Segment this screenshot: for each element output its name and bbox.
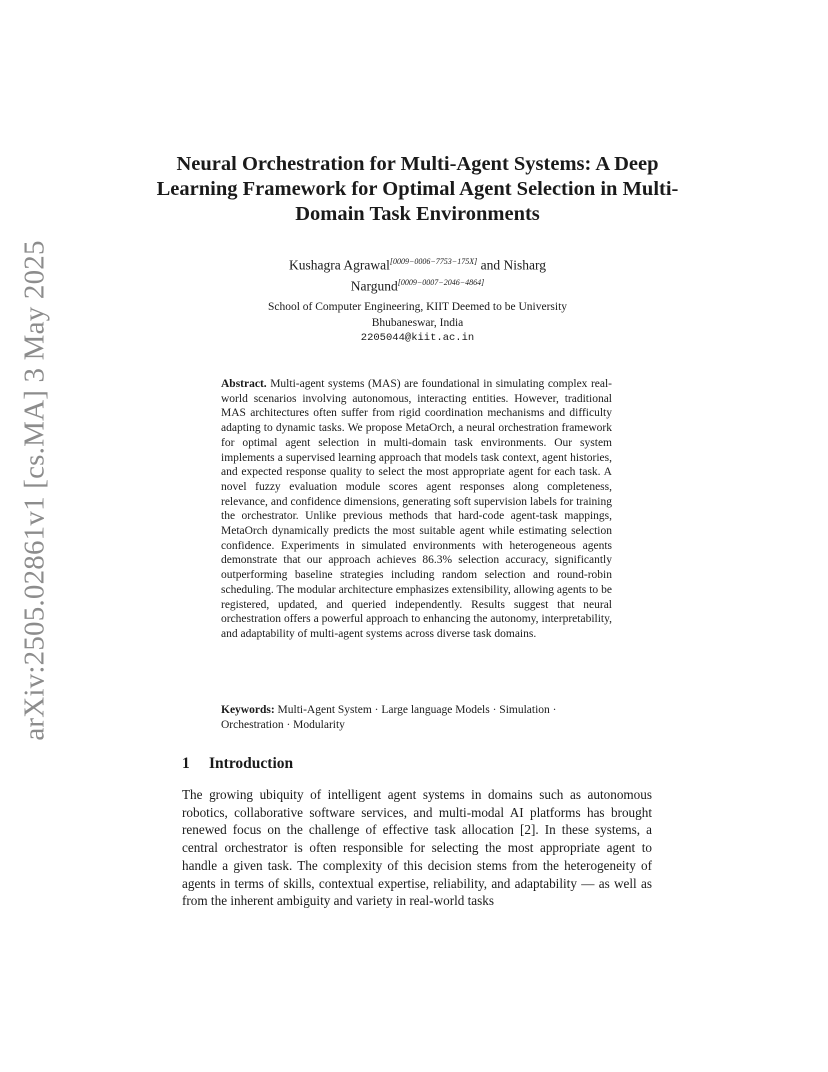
affiliation-block: [200, 300, 635, 347]
arxiv-identifier-stamp: [14, 239, 56, 741]
keywords-label: Keywords:: [221, 704, 278, 716]
author-email[interactable]: 2205044@kiit.ac.in: [360, 332, 475, 344]
author2-name: Nargund: [350, 278, 398, 293]
abstract-label: Abstract.: [221, 378, 271, 390]
paper-title: Neural Orchestration for Multi-Agent Systems: A Deep Learning Framework for Optimal Agent Selection in Multi-Domain Task Environments: [156, 153, 679, 225]
keywords-text: Multi-Agent System · Large language Models · Simulation · Orchestration · Modularity: [221, 704, 557, 731]
section-number: 1: [182, 755, 190, 772]
author-joiner: and Nisharg: [477, 257, 546, 273]
abstract: [221, 377, 612, 642]
introduction-paragraph: The growing ubiquity of intelligent agent systems in domains such as autonomous robotics, collaborative software services, and multi-modal AI platforms has brought renewed focus on the challenge of effective task allocation [2]. In these systems, a central orchestrator is often responsible for selecting the most appropriate agent to handle a given task. The complexity of this decision stems from the heterogeneity of agents in terms of skills, contextual expertise, reliability, and adaptability — as well as from the inherent ambiguity and variety in real-world tasks: [182, 787, 652, 909]
keywords: [221, 703, 612, 732]
arxiv-id-text: arXiv:2505.02861v1 [cs.MA] 3 May 2025: [18, 239, 51, 741]
abstract-text: Multi-agent systems (MAS) are foundational in simulating complex real-world scenarios involving autonomous, interacting entities. However, traditional MAS architectures often suffer from rigid coordination mechanisms and difficulty adapting to dynamic tasks. We propose MetaOrch, a neural orchestration framework for optimal agent selection in multi-domain task environments. Our system implements a supervised learning approach that models task context, agent histories, and expected response quality to select the most appropriate agent for each task. A novel fuzzy evaluation module scores agent responses along completeness, relevance, and confidence dimensions, generating soft supervision labels for training the orchestrator. Unlike previous methods that hard-code agent-task mappings, MetaOrch dynamically predicts the most suitable agent while estimating selection confidence. Experiments in simulated environments with heterogeneous agents demonstrate that our approach achieves 86.3% selection accuracy, significantly outperforming baseline strategies including random selection and round-robin scheduling. The modular architecture emphasizes extensibility, allowing agents to be registered, updated, and queried independently. Results suggest that neural orchestration offers a powerful approach to enhancing the autonomy, interpretability, and adaptability of multi-agent systems across diverse task domains.: [221, 378, 613, 640]
author1-name: Kushagra Agrawal: [289, 257, 390, 273]
affiliation-line2: Bhubaneswar, India: [371, 316, 464, 329]
author2-orcid[interactable]: [0009−0007−2046−4864]: [397, 277, 485, 287]
author1-orcid[interactable]: [0009−0006−7753−175X]: [389, 257, 478, 266]
author-block: [200, 253, 635, 294]
section-heading-introduction: [182, 755, 293, 773]
section-title: Introduction: [209, 755, 294, 772]
affiliation-line1: School of Computer Engineering, KIIT Deemed to be University: [267, 301, 568, 313]
